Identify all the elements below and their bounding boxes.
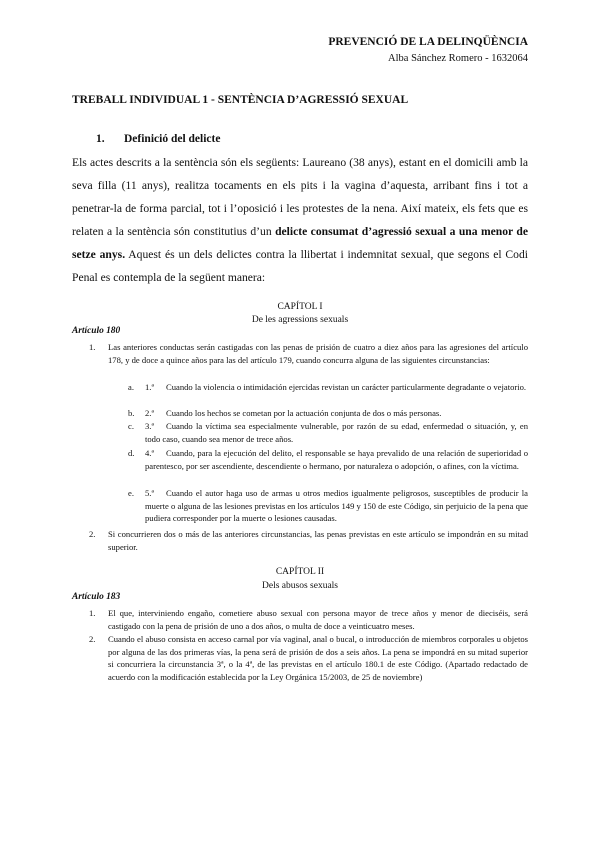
list-item: Si concurrieren dos o más de las anteriores circunstancias, las penas previstas en este artículo se impondrán en su mitad superior. <box>108 529 528 552</box>
list-item: Las anteriores conductas serán castigadas con las penas de prisión de cuatro a diez años para las agresiones del artículo 178, y de doce a quince años para las del artículo 179, cuando concurra alguna de las siguientes circunstancias: <box>108 342 528 365</box>
sub-item-text: Cuando los hechos se cometan por la actuación conjunta de dos o más personas. <box>166 408 442 418</box>
sub-item <box>145 381 528 394</box>
sub-item-text: Cuando la violencia o intimidación ejercidas revistan un carácter particularmente degradante o vejatorio. <box>166 382 527 392</box>
circumstance-label: 1.ª <box>145 382 154 392</box>
list-item-number: 2. <box>89 529 96 539</box>
list-item-number: 1. <box>89 608 96 618</box>
article-183-heading: Artículo 183 <box>72 592 121 602</box>
sub-item <box>145 420 528 445</box>
chapter-1-subtitle: De les agressions sexuals <box>251 315 349 325</box>
paragraph-text-before: Els actes descrits a la sentència són els següents: Laureano (38 anys), estant en el domicili amb la seva filla (11 anys), realitza tocaments en els pits i la vagina d’aquesta, arribant fins i tot a penetrar-la de forma parcial, tot i l’oposició i les protestes de la nena. Així mateix, els fets que es relaten a la sentència són constitutius d’un <box>72 156 528 238</box>
sub-item <box>145 407 528 420</box>
list-item-number: 1. <box>89 342 96 352</box>
sub-item-letter: d. <box>128 448 135 458</box>
sub-item-text: Cuando, para la ejecución del delito, el responsable se haya prevalido de una relación de superioridad o parentesco, por ser ascendiente, descendiente o hermano, por naturaleza o adopción, o afines, con la víctima. <box>145 448 528 471</box>
sub-item <box>145 487 528 525</box>
list-item: Cuando el abuso consista en acceso carnal por vía vaginal, anal o bucal, o introducción de miembros corporales u objetos por alguna de las dos primeras vías, la pena será de prisión de dos a seis años. La pena se impondrá en su mitad superior si concurriera la circunstancia 3ª, o la 4ª, de las previstas en el artículo 180.1 de este Código. (Apartado redactado de acuerdo con la modificación establecida por la Ley Orgánica 15/2003, de 25 de noviembre) <box>108 634 528 682</box>
header-title: PREVENCIÓ DE LA DELINQÜÈNCIA <box>328 36 528 48</box>
list-item-number: 2. <box>89 634 96 644</box>
sub-item-text: Cuando la víctima sea especialmente vulnerable, por razón de su edad, enfermedad o situación, y, en todo caso, cuando sea menor de trece años. <box>145 421 528 444</box>
chapter-2-subtitle: Dels abusos sexuals <box>262 581 338 591</box>
sub-item-letter: e. <box>128 488 134 498</box>
sub-item <box>145 447 528 472</box>
circumstance-label: 5.ª <box>145 488 154 498</box>
section-number: 1. <box>96 133 105 145</box>
intro-paragraph <box>72 151 528 289</box>
chapter-2-title: CAPÍTOL II <box>275 567 325 577</box>
article-180-heading: Artículo 180 <box>72 326 121 336</box>
sub-item-letter: a. <box>128 382 134 392</box>
document-title: TREBALL INDIVIDUAL 1 - SENTÈNCIA D’AGRESSIÓ SEXUAL <box>72 94 409 106</box>
circumstance-label: 3.ª <box>145 421 154 431</box>
header-author: Alba Sánchez Romero - 1632064 <box>388 53 528 64</box>
sub-item-letter: c. <box>128 421 134 431</box>
section-heading <box>96 133 220 145</box>
paragraph-bold-text: delicte consumat d’agressió sexual a una menor de setze anys. <box>72 225 528 261</box>
sub-item-letter: b. <box>128 408 135 418</box>
circumstance-label: 2.ª <box>145 408 154 418</box>
paragraph-text-after: Aquest és un dels delictes contra la llibertat i indemnitat sexual, que segons el Codi Penal es contempla de la següent manera: <box>72 248 528 284</box>
list-item: El que, interviniendo engaño, cometiere abuso sexual con persona mayor de trece años y menor de dieciséis, será castigado con la pena de prisión de uno a dos años, o multa de doce a veinticuatro meses. <box>108 608 528 631</box>
sub-item-text: Cuando el autor haga uso de armas u otros medios igualmente peligrosos, susceptibles de producir la muerte o alguna de las lesiones previstas en los artículos 149 y 150 de este Código, sin perjuicio de la pena que pudiera corresponder por la muerte o lesiones causadas. <box>145 488 528 524</box>
chapter-1-title: CAPÍTOL I <box>277 302 323 312</box>
section-title: Definició del delicte <box>124 133 221 145</box>
circumstance-label: 4.ª <box>145 448 154 458</box>
